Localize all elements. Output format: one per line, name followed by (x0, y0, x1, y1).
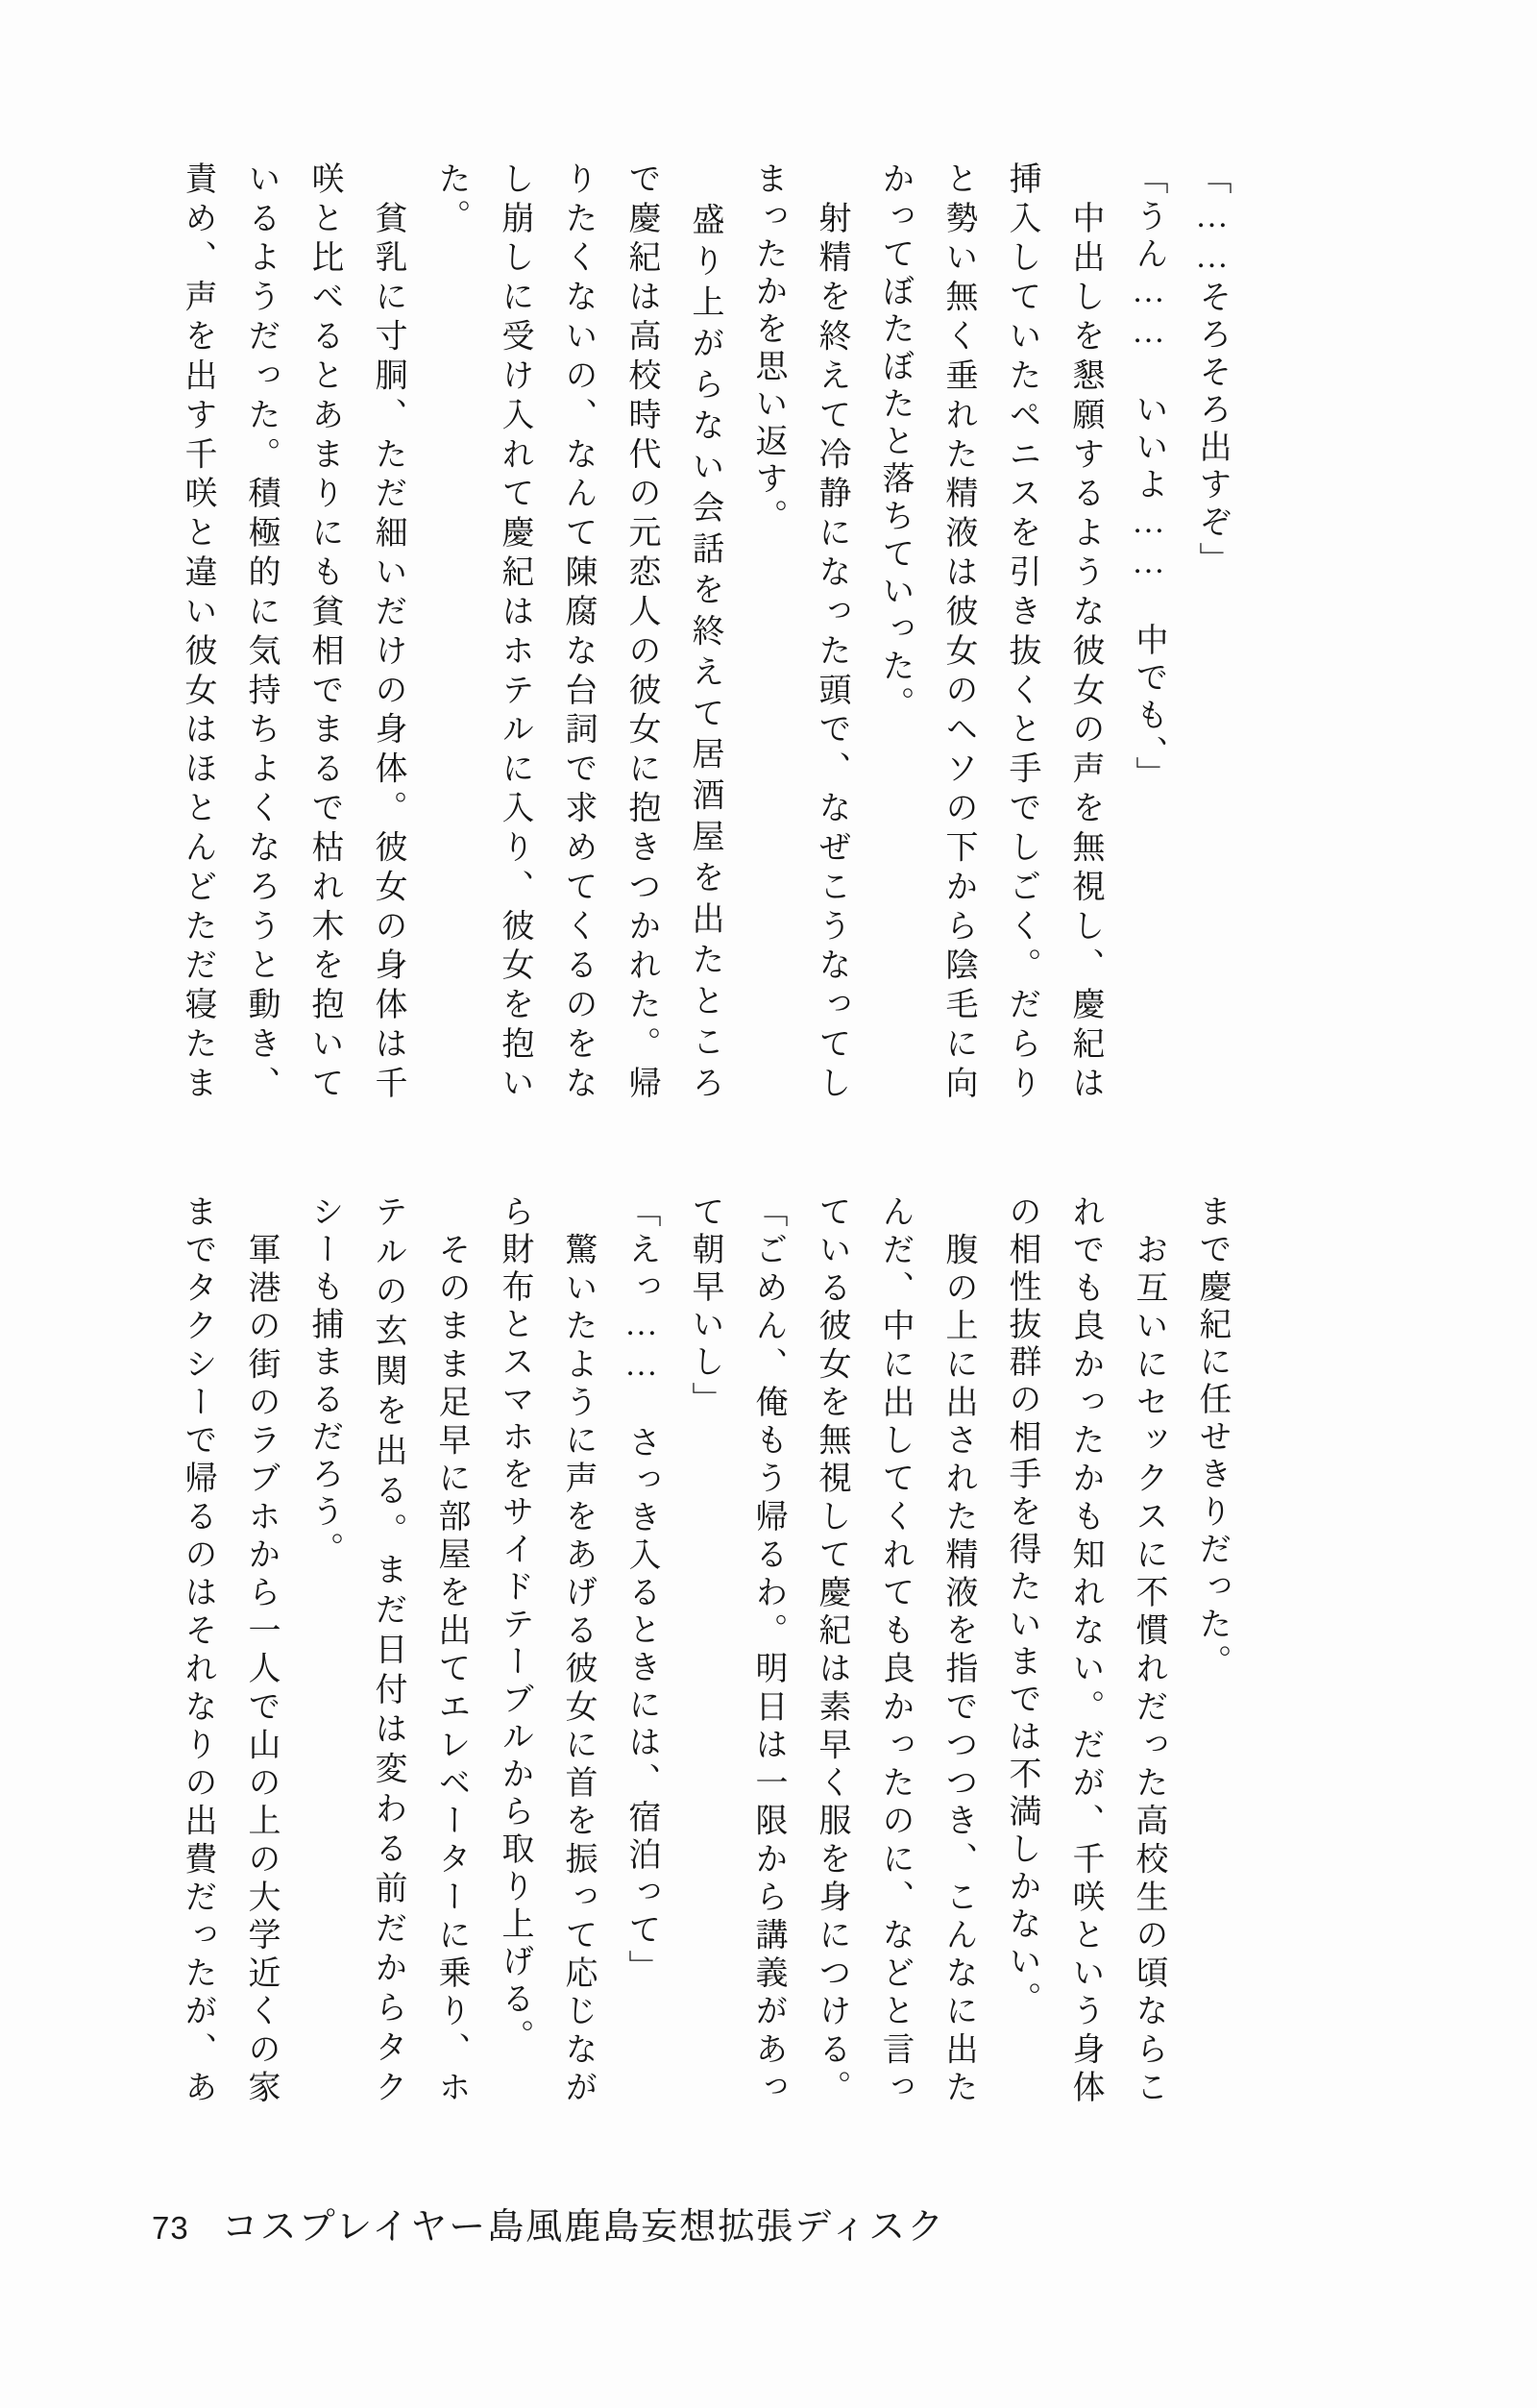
text-line: れでも良かったかも知れない。だが、千咲という身体 (1067, 1194, 1103, 2107)
text-line: ている彼女を無視して慶紀は素早く服を身につける。 (814, 1194, 849, 2108)
running-title: コスプレイヤー島風鹿島妄想拡張ディスク (221, 2207, 946, 2248)
text-line: と勢い無く垂れた精液は彼女のヘソの下から陰毛に向 (940, 161, 976, 1103)
text-line: 「えっ…… さっき入るときには、宿泊って」 (623, 1194, 659, 1987)
text-line: た。 (433, 161, 469, 236)
text-line: 腹の上に出された精液を指でつつき、こんなに出た (940, 1194, 976, 2107)
text-line: 射精を終えて冷静になった頭で、なぜこうなってし (814, 161, 849, 1103)
text-line: 「うん…… いいよ…… 中でも、」 (1131, 161, 1166, 794)
text-line: んだ、中に出してくれても良かったのに、などと言っ (877, 1194, 913, 2107)
text-line: し崩しに受け入れて慶紀はホテルに入り、彼女を抱い (497, 161, 532, 1103)
text-line: までタクシーで帰るのはそれなりの出費だったが、あ (180, 1194, 215, 2107)
text-line: 貧乳に寸胴、ただ細いだけの身体。彼女の身体は千 (370, 161, 405, 1103)
text-block-top (165, 161, 1243, 1103)
text-line: 責め、声を出す千咲と違い彼女はほとんどただ寝たま (180, 161, 215, 1103)
text-line: いるようだった。積極的に気持ちよくなろうと動き、 (243, 161, 279, 1103)
text-line: て朝早いし」 (687, 1194, 722, 1419)
text-line: 驚いたように声をあげる彼女に首を振って応じなが (560, 1194, 596, 2108)
text-line: りたくないの、なんて陳腐な台詞で求めてくるのをな (560, 161, 596, 1103)
page-number: 73 (152, 2210, 189, 2246)
text-line: 「……そろそろ出すぞ」 (1194, 161, 1230, 579)
text-block-bottom (165, 1194, 1243, 2107)
text-line: 挿入していたペニスを引き抜くと手でしごく。だらり (1004, 161, 1039, 1103)
text-line: 軍港の街のラブホから一人で山の上の大学近くの家 (243, 1194, 279, 2108)
text-line: 盛り上がらない会話を終えて居酒屋を出たところ (687, 161, 722, 1103)
text-line: そのまま足早に部屋を出てエレベーターに乗り、ホ (433, 1194, 469, 2107)
text-line: まったかを思い返す。 (750, 161, 786, 536)
text-line: で慶紀は高校時代の元恋人の彼女に抱きつかれた。帰 (623, 161, 659, 1103)
text-line: 咲と比べるとあまりにも貧相でまるで枯れ木を抱いて (306, 161, 342, 1103)
text-line: お互いにセックスに不慣れだった高校生の頃ならこ (1131, 1194, 1166, 2107)
text-line: 中出しを懇願するような彼女の声を無視し、慶紀は (1067, 161, 1103, 1103)
text-line: テルの玄関を出る。まだ日付は変わる前だからタク (370, 1194, 405, 2107)
text-line: ら財布とスマホをサイドテーブルから取り上げる。 (497, 1194, 532, 2056)
text-line: まで慶紀に任せきりだった。 (1194, 1194, 1230, 1682)
text-line: 「ごめん、俺もう帰るわ。明日は一限から講義があっ (750, 1194, 786, 2107)
text-line: の相性抜群の相手を得たいまでは不満しかない。 (1004, 1194, 1039, 2019)
page-footer (152, 2197, 945, 2249)
text-line: かってぼたぼたと落ちていった。 (877, 161, 913, 724)
text-line: シーも捕まるだろう。 (306, 1194, 342, 1569)
